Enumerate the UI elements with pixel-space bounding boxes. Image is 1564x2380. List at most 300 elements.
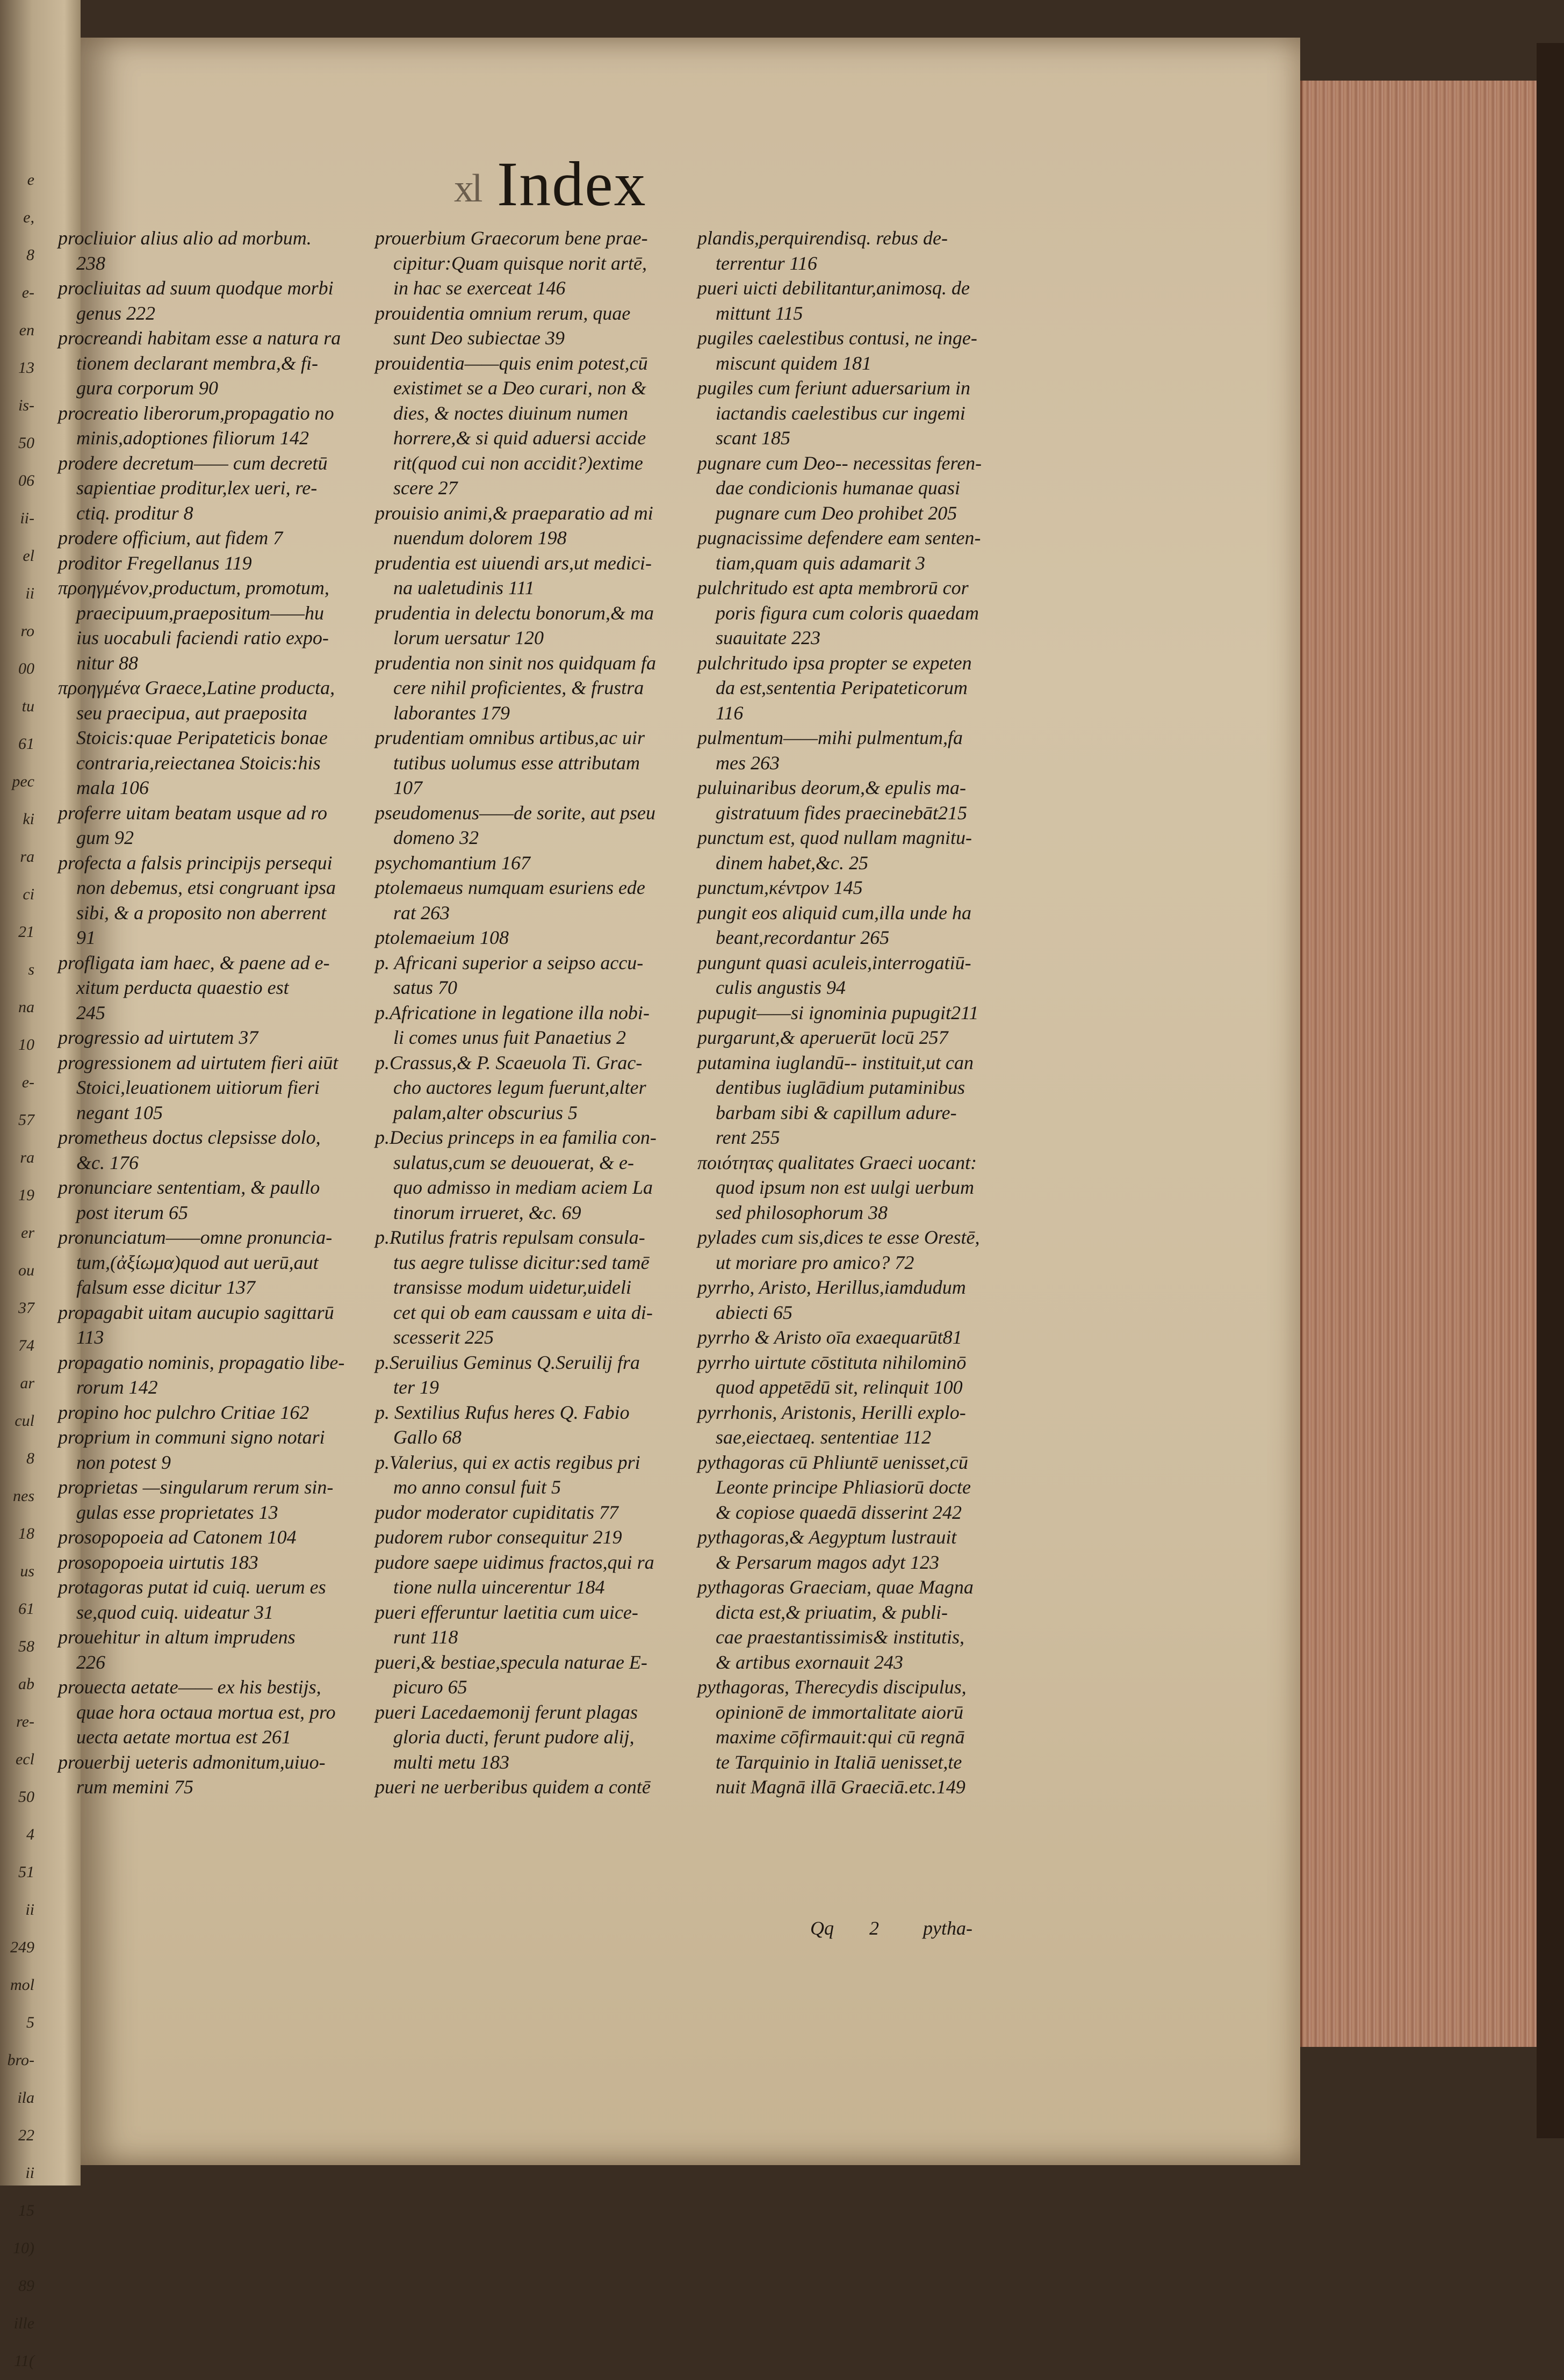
index-entry-line: culis angustis 94 — [716, 977, 846, 998]
index-entry-line: pudor moderator cupiditatis 77 — [375, 1501, 619, 1523]
index-entry-line: profecta a falsis principijs persequi — [58, 852, 333, 874]
margin-fragment: 11( — [14, 2352, 34, 2370]
index-entry-line: suauitate 223 — [716, 627, 820, 648]
page-title: Index — [497, 149, 647, 219]
index-entry-line: tionem declarant membra,& fi- — [76, 352, 318, 374]
index-entry-line: rum memini 75 — [76, 1776, 193, 1798]
margin-fragment: ii — [25, 1901, 34, 1919]
index-entry-line: genus 222 — [76, 302, 155, 324]
index-entry-line: te Tarquinio in Italiā uenisset,te — [716, 1751, 962, 1773]
index-entry — [375, 651, 692, 726]
page-number: xl — [454, 167, 481, 211]
index-entry-line: quo admisso in mediam aciem La — [393, 1177, 653, 1198]
index-entry — [375, 1125, 692, 1225]
index-entry-line: gum 92 — [76, 827, 134, 848]
margin-fragment: e — [27, 171, 34, 189]
index-entry-line: gistratuum fides praecinebāt215 — [716, 802, 967, 824]
index-entry-line: prouerbij ueteris admonitum,uiuo- — [58, 1751, 326, 1773]
index-entry-line: sulatus,cum se deuouerat, & e- — [393, 1151, 634, 1173]
index-entry — [375, 226, 692, 301]
index-entry-line: prudentia est uiuendi ars,ut medici- — [375, 552, 652, 574]
index-entry — [58, 1300, 375, 1350]
index-entry-line: Gallo 68 — [393, 1426, 462, 1448]
index-entry-line: da est,sententia Peripateticorum — [716, 677, 968, 698]
index-entry-line: 91 — [76, 927, 96, 948]
index-entry-line: pungit eos aliquid cum,illa unde ha — [697, 901, 971, 924]
index-entry-line: 116 — [716, 702, 744, 724]
margin-fragment: bro- — [7, 2051, 34, 2069]
index-entry-line: procreandi habitam esse a natura ra — [58, 327, 341, 349]
margin-fragment: 19 — [18, 1186, 34, 1204]
margin-fragment: e- — [21, 1073, 34, 1091]
margin-fragment: 50 — [18, 434, 34, 452]
index-entry — [375, 1000, 692, 1050]
index-entry — [375, 301, 692, 351]
index-entry-line: & copiose quaedā disserint 242 — [716, 1501, 962, 1523]
index-entry-line: cet qui ob eam caussam e uita di- — [393, 1301, 653, 1323]
index-entry-line: prodere officium, aut fidem 7 — [58, 527, 283, 549]
index-entry-line: domeno 32 — [393, 827, 479, 848]
index-entry-line: pythagoras Graeciam, quae Magna — [697, 1576, 974, 1598]
index-entry-line: dentibus iuglādium putaminibus — [716, 1077, 965, 1098]
index-entry — [58, 1350, 375, 1400]
margin-fragment: re- — [16, 1713, 34, 1730]
index-entry-line: propagabit uitam aucupio sagittarū — [58, 1301, 334, 1323]
index-entry — [697, 376, 1014, 451]
index-entry-line: psychomantium 167 — [375, 852, 530, 874]
index-entry-line: pyrrho uirtute cōstituta nihilominō — [697, 1351, 967, 1373]
margin-fragment: 5 — [26, 2014, 34, 2031]
index-column-1 — [58, 226, 375, 1800]
index-entry-line: purgarunt,& aperuerūt locū 257 — [697, 1027, 948, 1048]
index-entry-line: pronunciare sententiam, & paullo — [58, 1177, 320, 1198]
index-entry-line: proprietas —singularum rerum sin- — [58, 1476, 334, 1498]
index-entry — [697, 1225, 1014, 1275]
index-entry-line: miscunt quidem 181 — [716, 352, 871, 374]
index-entry — [58, 1175, 375, 1225]
margin-fragment: 249 — [10, 1938, 34, 1956]
index-entry-line: nitur 88 — [76, 652, 139, 674]
index-entry — [58, 525, 375, 551]
index-entry-line: falsum esse dicitur 137 — [76, 1276, 255, 1298]
index-entry-line: 245 — [76, 1001, 105, 1023]
margin-fragment: 10 — [18, 1036, 34, 1054]
index-entry-line: pulchritudo est apta membrorū cor — [697, 577, 969, 598]
index-entry — [58, 850, 375, 950]
margin-fragment: 51 — [18, 1863, 34, 1881]
index-entry — [697, 1400, 1014, 1450]
margin-fragment: ki — [23, 810, 34, 828]
index-entry-line: non potest 9 — [76, 1451, 171, 1473]
index-entry-line: horrere,& si quid aduersi accide — [393, 427, 646, 449]
margin-fragment: 4 — [26, 1826, 34, 1843]
index-entry-line: propino hoc pulchro Critiae 162 — [58, 1401, 309, 1423]
index-entry-line: rit(quod cui non accidit?)extime — [393, 452, 643, 474]
margin-fragment: er — [21, 1224, 34, 1242]
index-entry-line: non debemus, etsi congruant ipsa — [76, 877, 336, 898]
index-entry-line: tutibus uolumus esse attributam — [393, 752, 640, 774]
index-entry-line: gloria ducti, ferunt pudore alij, — [393, 1726, 635, 1748]
index-entry — [697, 525, 1014, 575]
index-entry-line: maxime cōfirmauit:qui cū regnā — [716, 1726, 965, 1748]
margin-fragment: us — [20, 1562, 34, 1580]
index-entry-line: existimet se a Deo curari, non & — [393, 377, 646, 399]
index-entry — [58, 1575, 375, 1625]
index-entry — [697, 725, 1014, 775]
index-entry-line: profligata iam haec, & paene ad e- — [58, 951, 330, 973]
index-entry-line: nuendum dolorem 198 — [393, 527, 567, 549]
index-entry-line: 226 — [76, 1651, 105, 1673]
index-entry — [58, 1475, 375, 1525]
margin-fragment: 89 — [18, 2277, 34, 2295]
index-entry-line: poris figura cum coloris quaedam — [716, 602, 979, 624]
margin-fragment: ar — [20, 1374, 34, 1392]
index-entry-line: picuro 65 — [393, 1676, 467, 1698]
index-entry — [375, 551, 692, 601]
index-entry-line: prouidentia——quis enim potest,cū — [375, 352, 648, 374]
margin-fragment: 13 — [18, 359, 34, 377]
catchword: pytha- — [923, 1917, 972, 1939]
index-entry-line: p.Decius princeps in ea familia con- — [375, 1127, 657, 1148]
index-entry — [375, 1400, 692, 1450]
index-entry-line: post iterum 65 — [76, 1201, 189, 1223]
margin-fragment: ra — [20, 848, 34, 866]
index-entry-line: pythagoras cū Phliuntē uenisset,cū — [697, 1451, 968, 1473]
index-entry-line: ut moriare pro amico? 72 — [716, 1251, 914, 1273]
index-entry-line: p.Seruilius Geminus Q.Seruilij fra — [375, 1351, 640, 1373]
index-entry-line: pueri ne uerberibus quidem a contē — [375, 1776, 651, 1798]
page-footer — [810, 1917, 1047, 1949]
index-entry-line: mo anno consul fuit 5 — [393, 1476, 561, 1498]
index-entry-line: cho auctores legum fuerunt,alter — [393, 1077, 646, 1098]
index-entry — [375, 950, 692, 1000]
index-entry — [697, 825, 1014, 875]
index-entry-line: protagoras putat id cuiq. uerum es — [58, 1576, 326, 1598]
index-entry — [58, 1050, 375, 1126]
margin-fragment: ra — [20, 1149, 34, 1166]
index-entry — [375, 1600, 692, 1650]
index-entry — [375, 925, 692, 950]
index-entry-line: dae condicionis humanae quasi — [716, 477, 960, 499]
index-entry-line: uecta aetate mortua est 261 — [76, 1726, 291, 1748]
index-entry-line: opinionē de immortalitate aiorū — [716, 1701, 963, 1723]
index-entry-line: palam,alter obscurius 5 — [393, 1101, 578, 1123]
margin-fragment: 74 — [18, 1337, 34, 1354]
index-entry — [697, 900, 1014, 950]
index-entry — [58, 1525, 375, 1550]
index-entry — [697, 1050, 1014, 1150]
index-entry-line: rent 255 — [716, 1127, 780, 1148]
margin-fragment: e- — [21, 284, 34, 301]
index-entry-line: cae praestantissimis& institutis, — [716, 1626, 965, 1648]
margin-fragment: s — [28, 961, 34, 978]
index-entry-line: sibi, & a proposito non aberrent — [76, 901, 327, 924]
index-entry-line: ptolemaeium 108 — [375, 927, 509, 948]
margin-fragment: 8 — [26, 1449, 34, 1467]
index-entry-line: scesserit 225 — [393, 1326, 494, 1348]
index-entry — [58, 1675, 375, 1750]
margin-fragment: tu — [21, 697, 34, 715]
index-entry-line: quae hora octaua mortua est, pro — [76, 1701, 336, 1723]
margin-fragment: ila — [17, 2089, 34, 2107]
index-entry — [375, 725, 692, 800]
index-entry-line: προηγμένα Graece,Latine producta, — [58, 677, 335, 698]
index-entry-line: p.Valerius, qui ex actis regibus pri — [375, 1451, 640, 1473]
index-entry-line: 107 — [393, 777, 422, 798]
index-entry-line: procliuitas ad suum quodque morbi — [58, 277, 334, 299]
margin-fragment: 15 — [18, 2202, 34, 2219]
index-entry-line: p.Rutilus fratris repulsam consula- — [375, 1227, 645, 1248]
index-entry — [58, 226, 375, 276]
index-entry-line: beant,recordantur 265 — [716, 927, 890, 948]
index-entry — [58, 575, 375, 675]
margin-fragment: 06 — [18, 472, 34, 489]
index-entry-line: mala 106 — [76, 777, 149, 798]
index-entry-line: προηγμένον,productum, promotum, — [58, 577, 329, 598]
facing-page-margin-text — [0, 161, 34, 2370]
index-entry — [697, 575, 1014, 651]
signature-mark: Qq — [810, 1917, 834, 1939]
index-entry-line: laborantes 179 — [393, 702, 510, 724]
margin-fragment: ab — [18, 1675, 34, 1693]
index-entry-line: prudentiam omnibus artibus,ac uir — [375, 727, 645, 748]
index-entry-line: quod ipsum non est uulgi uerbum — [716, 1177, 974, 1198]
index-entry — [697, 875, 1014, 900]
index-entry-line: pyrrho & Aristo oīa exaequarūt81 — [697, 1326, 962, 1348]
index-entry-line: pronunciatum——omne pronuncia- — [58, 1227, 333, 1248]
index-entry-line: lorum uersatur 120 — [393, 627, 544, 648]
index-entry-line: p. Africani superior a seipso accu- — [375, 951, 644, 973]
index-entry-line: tiam,quam quis adamarit 3 — [716, 552, 926, 574]
index-entry-line: pyrrhonis, Aristonis, Herilli explo- — [697, 1401, 966, 1423]
index-entry — [375, 1550, 692, 1600]
index-entry-line: na ualetudinis 111 — [393, 577, 535, 598]
margin-fragment: 61 — [18, 1600, 34, 1618]
index-entry-line: pythagoras,& Aegyptum lustrauit — [697, 1526, 957, 1548]
index-entry — [58, 1125, 375, 1175]
margin-fragment: 8 — [26, 246, 34, 264]
index-entry-line: p.Africatione in legatione illa nobi- — [375, 1001, 650, 1023]
margin-fragment: 58 — [18, 1638, 34, 1655]
book-page-edges — [1300, 81, 1539, 2047]
index-entry-line: pyrrho, Aristo, Herillus,iamdudum — [697, 1276, 966, 1298]
index-entry — [58, 1750, 375, 1800]
index-entry — [375, 1500, 692, 1525]
index-entry-line: puluinaribus deorum,& epulis ma- — [697, 777, 966, 798]
index-entry-line: pungunt quasi aculeis,interrogatiū- — [697, 951, 971, 973]
index-entry-line: seu praecipua, aut praeposita — [76, 702, 307, 724]
index-entry-line: sae,eiectaeq. sententiae 112 — [716, 1426, 932, 1448]
index-entry — [697, 1325, 1014, 1350]
index-entry-line: sed philosophorum 38 — [716, 1201, 888, 1223]
index-entry-line: Stoici,leuationem uitiorum fieri — [76, 1077, 320, 1098]
index-entry — [375, 1225, 692, 1350]
index-entry-line: pudore saepe uidimus fractos,qui ra — [375, 1551, 654, 1573]
index-entry-line: iactandis caelestibus cur ingemi — [716, 402, 965, 424]
index-entry-line: prosopopoeia uirtutis 183 — [58, 1551, 258, 1573]
index-entry-line: gulas esse proprietates 13 — [76, 1501, 278, 1523]
index-entry-line: in hac se exerceat 146 — [393, 277, 566, 299]
index-entry — [58, 326, 375, 401]
index-entry — [697, 1575, 1014, 1675]
index-entry — [58, 1400, 375, 1425]
margin-fragment: 18 — [18, 1525, 34, 1542]
index-entry-line: Stoicis:quae Peripateticis bonae — [76, 727, 328, 748]
index-entry-line: procliuior alius alio ad morbum. — [58, 227, 312, 249]
index-entry — [697, 451, 1014, 526]
index-entry-line: progressionem ad uirtutem fieri aiūt — [58, 1051, 338, 1073]
index-entry — [58, 950, 375, 1026]
index-entry-line: pugiles caelestibus contusi, ne inge- — [697, 327, 977, 349]
index-entry-line: pueri uicti debilitantur,animosq. de — [697, 277, 970, 299]
index-entry-line: ptolemaeus numquam esuriens ede — [375, 877, 645, 898]
index-entry-line: transisse modum uidetur,uideli — [393, 1276, 632, 1298]
index-entry-line: 238 — [76, 252, 105, 274]
index-entry-line: tione nulla uincerentur 184 — [393, 1576, 605, 1598]
index-entry-line: dinem habet,&c. 25 — [716, 852, 868, 874]
index-entry-line: terrentur 116 — [716, 252, 817, 274]
index-entry-line: prudentia in delectu bonorum,& ma — [375, 602, 654, 624]
index-entry-line: proferre uitam beatam usque ad ro — [58, 802, 327, 824]
margin-fragment: 61 — [18, 735, 34, 753]
index-entry-line: pueri Lacedaemonij ferunt plagas — [375, 1701, 638, 1723]
index-entry-line: pueri efferuntur laetitia cum uice- — [375, 1601, 638, 1623]
index-entry-line: prouisio animi,& praeparatio ad mi — [375, 502, 653, 524]
index-entry-line: abiecti 65 — [716, 1301, 792, 1323]
index-entry — [58, 675, 375, 800]
index-entry-line: cere nihil proficientes, & frustra — [393, 677, 644, 698]
margin-fragment: 00 — [18, 660, 34, 677]
index-entry-line: ποιότητας qualitates Graeci uocant: — [697, 1151, 977, 1173]
index-entry — [58, 1625, 375, 1675]
index-entry-line: punctum,κέντρον 145 — [697, 877, 863, 898]
index-entry-line: punctum est, quod nullam magnitu- — [697, 827, 972, 848]
margin-fragment: 37 — [18, 1299, 34, 1317]
margin-fragment: 21 — [18, 923, 34, 941]
index-entry-line: multi metu 183 — [393, 1751, 509, 1773]
index-entry-line: tinorum irrueret, &c. 69 — [393, 1201, 581, 1223]
index-entry — [375, 501, 692, 551]
index-entry-line: pueri,& bestiae,specula naturae E- — [375, 1651, 647, 1673]
index-entry-line: sunt Deo subiectae 39 — [393, 327, 565, 349]
index-entry-line: dies, & noctes diuinum numen — [393, 402, 628, 424]
index-entry-line: prudentia non sinit nos quidquam fa — [375, 652, 657, 674]
index-entry-line: se,quod cuiq. uideatur 31 — [76, 1601, 273, 1623]
index-entry-line: tus aegre tulisse dicitur:sed tamē — [393, 1251, 650, 1273]
index-entry-line: tum,(ἀξίωμα)quod aut uerū,aut — [76, 1251, 319, 1273]
index-entry-line: satus 70 — [393, 977, 458, 998]
index-entry — [58, 276, 375, 326]
index-entry — [58, 1425, 375, 1475]
margin-fragment: pec — [12, 773, 34, 790]
index-entry-line: proprium in communi signo notari — [58, 1426, 325, 1448]
signature-number: 2 — [869, 1917, 879, 1939]
index-entry — [375, 1350, 692, 1400]
index-entry-line: runt 118 — [393, 1626, 458, 1648]
margin-fragment: ci — [23, 885, 34, 903]
index-entry-line: pulmentum——mihi pulmentum,fa — [697, 727, 963, 748]
index-entry-line: pudorem rubor consequitur 219 — [375, 1526, 622, 1548]
margin-fragment: nes — [13, 1487, 34, 1505]
index-entry — [58, 1225, 375, 1300]
book-cover-edge — [1537, 43, 1564, 2138]
margin-fragment: 50 — [18, 1788, 34, 1806]
index-entry-line: li comes unus fuit Panaetius 2 — [393, 1027, 626, 1048]
index-entry-line: & artibus exornauit 243 — [716, 1651, 903, 1673]
index-entry-line: pugnare cum Deo-- necessitas feren- — [697, 452, 982, 474]
index-entry-line: pugnacissime defendere eam senten- — [697, 527, 981, 549]
index-entry-line: praecipuum,praepositum——hu — [76, 602, 324, 624]
index-entry-line: &c. 176 — [76, 1151, 139, 1173]
index-entry-line: pulchritudo ipsa propter se expeten — [697, 652, 972, 674]
index-entry-line: quod appetēdū sit, relinquit 100 — [716, 1376, 963, 1398]
index-entry — [375, 601, 692, 651]
index-entry — [697, 1025, 1014, 1050]
index-column-3 — [697, 226, 1014, 1800]
index-entry — [697, 1150, 1014, 1225]
index-entry — [697, 1275, 1014, 1325]
margin-fragment: ecl — [16, 1750, 34, 1768]
index-entry — [375, 850, 692, 876]
index-column-2 — [375, 226, 692, 1800]
index-entry-line: pylades cum sis,dices te esse Orestē, — [697, 1227, 980, 1248]
index-entry — [375, 1650, 692, 1700]
margin-fragment: ii- — [20, 509, 34, 527]
margin-fragment: na — [18, 998, 34, 1016]
margin-fragment: 57 — [18, 1111, 34, 1129]
margin-fragment: ii — [25, 2164, 34, 2182]
index-entry — [58, 800, 375, 850]
margin-fragment: ro — [20, 622, 34, 640]
margin-fragment: is- — [18, 396, 34, 414]
index-entry-line: pupugit——si ignominia pupugit211 — [697, 1001, 979, 1023]
index-entry — [375, 1050, 692, 1126]
index-entry-line: scant 185 — [716, 427, 790, 449]
index-entry — [375, 1525, 692, 1550]
index-entry-line: prouerbium Graecorum bene prae- — [375, 227, 648, 249]
index-entry — [375, 1450, 692, 1500]
index-entry-line: p. Sextilius Rufus heres Q. Fabio — [375, 1401, 630, 1423]
margin-fragment: en — [19, 321, 34, 339]
index-entry-line: barbam sibi & capillum adure- — [716, 1101, 957, 1123]
margin-fragment: 10) — [13, 2239, 34, 2257]
index-entry-line: pythagoras, Therecydis discipulus, — [697, 1676, 967, 1698]
index-entry — [697, 775, 1014, 825]
margin-fragment: el — [23, 547, 34, 565]
index-entry-line: progressio ad uirtutem 37 — [58, 1027, 258, 1048]
margin-fragment: 22 — [18, 2126, 34, 2144]
index-entry — [697, 326, 1014, 376]
index-entry-line: proditor Fregellanus 119 — [58, 552, 252, 574]
index-entry-line: sapientiae proditur,lex ueri, re- — [76, 477, 318, 499]
index-entry-line: p.Crassus,& P. Scaeuola Ti. Grac- — [375, 1051, 643, 1073]
margin-fragment: mol — [10, 1976, 34, 1994]
index-entry-line: plandis,perquirendisq. rebus de- — [697, 227, 948, 249]
index-entry-line: xitum perducta quaestio est — [76, 977, 289, 998]
index-entry-line: gura corporum 90 — [76, 377, 219, 399]
index-entry-line: prosopopoeia ad Catonem 104 — [58, 1526, 297, 1548]
index-entry-line: ctiq. proditur 8 — [76, 502, 193, 524]
index-entry-line: prodere decretum—— cum decretū — [58, 452, 328, 474]
index-entry — [697, 276, 1014, 326]
index-entry-line: negant 105 — [76, 1101, 163, 1123]
index-entry-line: ius uocabuli faciendi ratio expo- — [76, 627, 329, 648]
index-entry — [697, 950, 1014, 1000]
index-entry — [58, 401, 375, 451]
index-entry-line: pugnare cum Deo prohibet 205 — [716, 502, 957, 524]
index-entry-line: contraria,reiectanea Stoicis:his — [76, 752, 321, 774]
index-entry — [58, 1025, 375, 1050]
